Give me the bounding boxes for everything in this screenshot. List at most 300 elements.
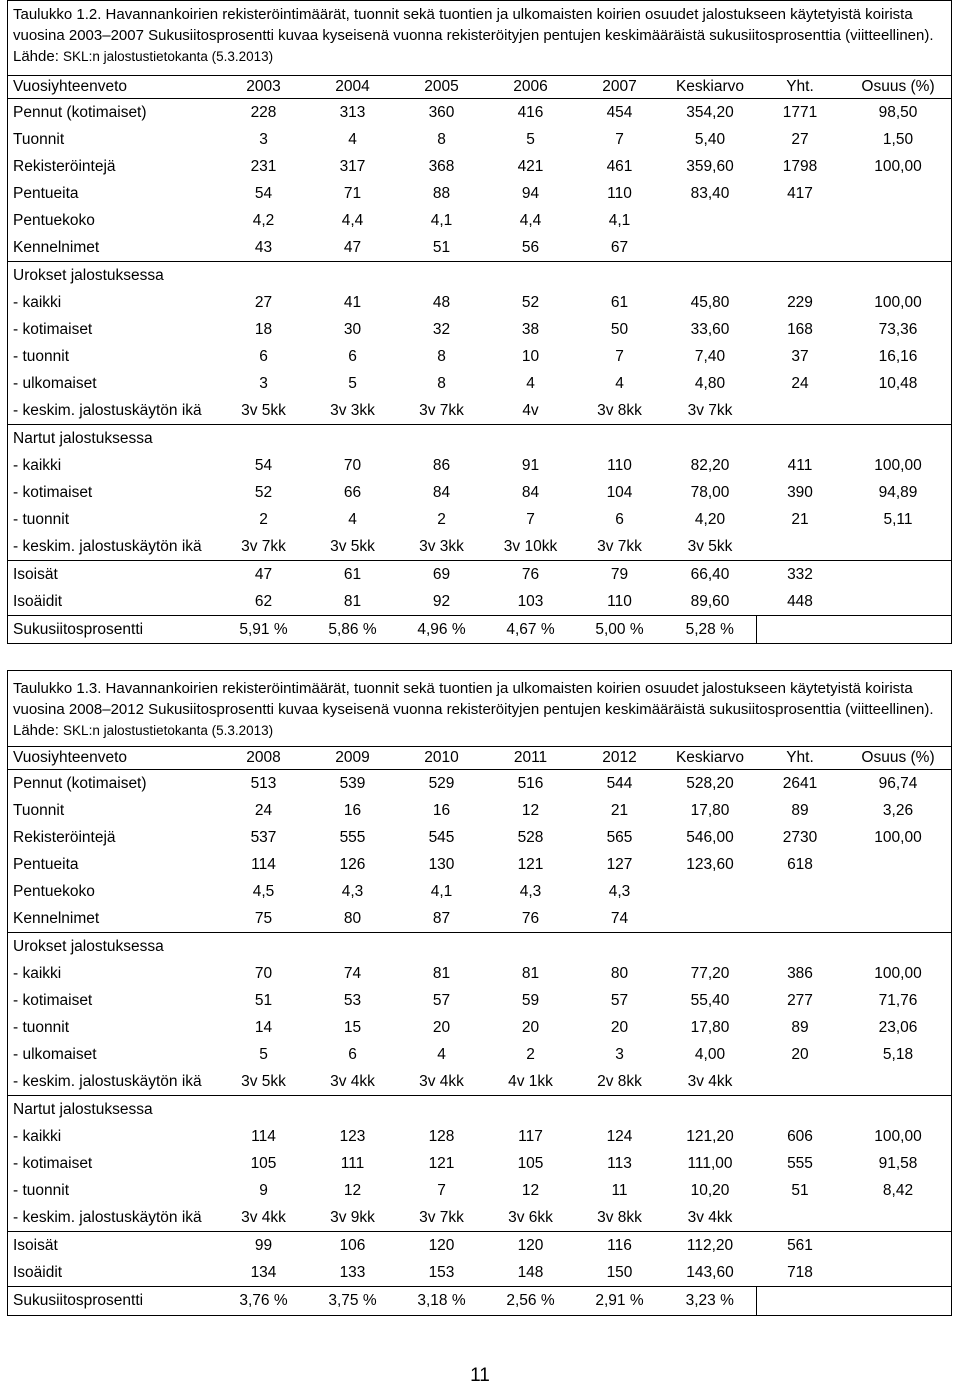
cell-value: 360 — [428, 103, 455, 121]
cell-value: 516 — [517, 774, 544, 792]
cell-value: 513 — [250, 774, 277, 792]
cell-total: 1771 — [782, 103, 818, 121]
cell-value: 3v 3kk — [419, 537, 464, 555]
cell-value: 3 — [259, 130, 268, 148]
cell-total: 386 — [787, 964, 813, 982]
table-row — [7, 960, 952, 987]
table-row — [7, 851, 952, 878]
cell-value: 59 — [521, 991, 540, 1009]
cell-value: 81 — [521, 964, 540, 982]
page-number: 11 — [470, 1365, 490, 1386]
cell-share — [844, 851, 952, 878]
cell-value: 71 — [343, 184, 362, 202]
cell-share: 5,18 — [882, 1045, 914, 1063]
cell-share: 23,06 — [878, 1018, 918, 1036]
table1-caption-text: Taulukko 1.2. Havannankoirien rekisteröintimäärät, tuonnit sekä tuontien ja ulkomaisten koirien osuudet jalostukseen käytetyistä koirista vuosina 2003–2007 Sukusiitosprosentti kuvaa kyseisenä vuonna rekisteröityjen pentujen keskimääräistä sukusiitosprosenttia (viitteellinen). Lähde: — [13, 6, 934, 65]
table-row — [7, 99, 952, 127]
cell-average: 17,80 — [690, 1018, 730, 1036]
cell-value: 4,2 — [252, 211, 275, 229]
row-label: Sukusiitosprosentti — [7, 616, 219, 645]
cell-value: 133 — [339, 1263, 366, 1281]
table-row — [7, 588, 952, 616]
cell-value: 41 — [343, 293, 362, 311]
cell-value: 4 — [437, 1045, 446, 1063]
section-row — [7, 933, 952, 961]
cell-value: 106 — [308, 1232, 397, 1260]
cell-value: 20 — [610, 1018, 629, 1036]
cell-total — [756, 1287, 844, 1316]
cell-value: 16 — [343, 801, 362, 819]
cell-value: 4,96 % — [397, 616, 486, 645]
cell-value: 105 — [517, 1154, 544, 1172]
section-label: Nartut jalostuksessa — [7, 1096, 952, 1124]
cell-value: 4 — [526, 374, 535, 392]
cell-average: 89,60 — [690, 592, 730, 610]
cell-value: 86 — [432, 456, 451, 474]
row-label: - kaikki — [13, 293, 62, 311]
cell-share — [844, 878, 952, 905]
header-year: 2009 — [308, 747, 397, 770]
row-label: - kaikki — [13, 456, 62, 474]
cell-value: 91 — [521, 456, 540, 474]
table-row — [7, 770, 952, 798]
cell-average: 546,00 — [686, 828, 734, 846]
cell-average: 123,60 — [686, 855, 734, 873]
cell-value: 6 — [348, 347, 357, 365]
header-cell: Osuus (%) — [844, 76, 952, 99]
header-cell: Keskiarvo — [664, 747, 756, 770]
cell-value: 61 — [308, 561, 397, 589]
table2-caption — [13, 678, 948, 741]
table-row — [7, 506, 952, 533]
cell-value: 3,76 % — [219, 1287, 308, 1316]
cell-value: 53 — [343, 991, 362, 1009]
cell-total — [756, 905, 844, 933]
cell-value: 57 — [610, 991, 629, 1009]
table-row — [7, 1041, 952, 1068]
table-row — [7, 479, 952, 506]
cell-total — [756, 1068, 844, 1096]
cell-average: 3v 4kk — [687, 1072, 733, 1090]
table1-caption-source: SKL:n jalostustietokanta (5.3.2013) — [63, 49, 274, 64]
cell-value: 20 — [432, 1018, 451, 1036]
table2 — [7, 746, 952, 1315]
cell-share — [844, 397, 952, 425]
cell-average: 5,28 % — [664, 616, 756, 645]
cell-share: 98,50 — [878, 103, 918, 121]
table-row — [7, 1204, 952, 1232]
cell-value: 134 — [250, 1263, 277, 1281]
cell-value: 27 — [254, 293, 273, 311]
cell-value: 3v 7kk — [419, 401, 464, 419]
cell-value: 2 — [259, 510, 268, 528]
cell-share: 100,00 — [874, 964, 922, 982]
cell-average: 78,00 — [690, 483, 730, 501]
cell-value: 51 — [254, 991, 273, 1009]
cell-share: 16,16 — [878, 347, 918, 365]
header-cell: Yht. — [756, 747, 844, 770]
cell-value: 3v 5kk — [241, 401, 286, 419]
header-row — [7, 76, 952, 99]
cell-value: 3,18 % — [397, 1287, 486, 1316]
cell-value: 12 — [343, 1181, 362, 1199]
cell-value: 565 — [606, 828, 633, 846]
cell-value: 3v 3kk — [330, 401, 375, 419]
cell-total: 51 — [791, 1181, 809, 1199]
cell-average: 7,40 — [694, 347, 726, 365]
cell-value: 7 — [437, 1181, 446, 1199]
cell-value: 103 — [517, 592, 544, 610]
cell-value: 317 — [339, 157, 366, 175]
header-year: 2008 — [219, 747, 308, 770]
cell-total: 89 — [791, 1018, 809, 1036]
cell-value: 6 — [615, 510, 624, 528]
cell-total: 89 — [791, 801, 809, 819]
cell-value: 4,67 % — [486, 616, 575, 645]
cell-value: 75 — [254, 909, 273, 927]
row-label: Isoisät — [7, 1232, 219, 1260]
row-label: - keskim. jalostuskäytön ikä — [13, 537, 202, 555]
cell-value: 76 — [521, 909, 540, 927]
table2-caption-text: Taulukko 1.3. Havannankoirien rekisteröintimäärät, tuonnit sekä tuontien ja ulkomaisten koirien osuudet jalostukseen käytetyistä koirista vuosina 2008–2012 Sukusiitosprosentti kuvaa kyseisenä vuonna rekisteröityjen pentujen keskimääräistä sukusiitosprosenttia (viitteellinen). Lähde: — [13, 680, 934, 739]
cell-value: 84 — [432, 483, 451, 501]
cell-value: 4v — [522, 401, 539, 419]
row-label: - kaikki — [13, 1127, 62, 1145]
cell-average: 3v 4kk — [687, 1208, 733, 1226]
cell-value: 461 — [606, 157, 633, 175]
cell-value: 368 — [428, 157, 455, 175]
cell-total — [756, 878, 844, 905]
header-year: 2004 — [308, 76, 397, 99]
cell-value: 99 — [219, 1232, 308, 1260]
cell-share: 96,74 — [878, 774, 918, 792]
row-label: Isoäidit — [13, 592, 63, 610]
cell-value: 3v 7kk — [419, 1208, 464, 1226]
cell-value: 32 — [432, 320, 451, 338]
cell-average: 354,20 — [686, 103, 734, 121]
row-label: - keskim. jalostuskäytön ikä — [13, 1208, 202, 1226]
cell-value: 2 — [437, 510, 446, 528]
cell-value: 4,1 — [608, 211, 631, 229]
cell-total: 2641 — [782, 774, 818, 792]
cell-value: 416 — [517, 103, 544, 121]
cell-average: 5,40 — [694, 130, 726, 148]
cell-value: 81 — [432, 964, 451, 982]
cell-value: 111 — [340, 1154, 365, 1172]
cell-value: 84 — [521, 483, 540, 501]
header-cell: Yht. — [756, 76, 844, 99]
cell-total: 411 — [787, 456, 813, 474]
row-label: - keskim. jalostuskäytön ikä — [13, 1072, 202, 1090]
header-cell: Keskiarvo — [664, 76, 756, 99]
cell-value: 114 — [251, 1127, 276, 1145]
header-year: 2012 — [575, 747, 664, 770]
cell-value: 87 — [432, 909, 451, 927]
table-row — [7, 370, 952, 397]
cell-value: 52 — [254, 483, 273, 501]
cell-value: 94 — [521, 184, 540, 202]
cell-value: 228 — [250, 103, 277, 121]
cell-value: 2,91 % — [575, 1287, 664, 1316]
cell-value: 114 — [251, 855, 276, 873]
cell-value: 3 — [259, 374, 268, 392]
cell-value: 8 — [437, 347, 446, 365]
cell-average: 77,20 — [690, 964, 730, 982]
row-label: - kotimaiset — [13, 991, 93, 1009]
cell-share — [844, 533, 952, 561]
row-label: - tuonnit — [13, 510, 70, 528]
row-label: - tuonnit — [13, 347, 70, 365]
row-label: Pentueita — [13, 184, 79, 202]
cell-average: 4,00 — [694, 1045, 726, 1063]
cell-share: 10,48 — [878, 374, 918, 392]
cell-value: 3v 9kk — [330, 1208, 375, 1226]
cell-average: 111,00 — [687, 1154, 733, 1172]
cell-total: 27 — [791, 130, 809, 148]
row-label: - tuonnit — [13, 1018, 70, 1036]
table-row — [7, 1150, 952, 1177]
table-row — [7, 153, 952, 180]
table-row — [7, 343, 952, 370]
cell-value: 4,4 — [341, 211, 364, 229]
cell-value: 92 — [432, 592, 451, 610]
row-label: Rekisteröintejä — [13, 157, 116, 175]
cell-total — [756, 234, 844, 262]
cell-value: 47 — [343, 238, 362, 256]
table-row — [7, 1259, 952, 1287]
cell-value: 545 — [428, 828, 455, 846]
cell-value: 153 — [428, 1263, 455, 1281]
cell-share — [844, 234, 952, 262]
cell-total: 20 — [791, 1045, 809, 1063]
header-cell: Vuosiyhteenveto — [7, 747, 219, 770]
cell-value: 15 — [343, 1018, 362, 1036]
cell-value: 150 — [606, 1263, 633, 1281]
cell-average: 10,20 — [690, 1181, 730, 1199]
table-row — [7, 561, 952, 589]
cell-value: 544 — [606, 774, 633, 792]
row-label: Tuonnit — [13, 130, 65, 148]
cell-share: 8,42 — [882, 1181, 914, 1199]
row-label: Pentuekoko — [13, 211, 95, 229]
cell-value: 5,91 % — [219, 616, 308, 645]
table-row — [7, 1232, 952, 1260]
cell-value: 47 — [219, 561, 308, 589]
cell-total: 332 — [756, 561, 844, 589]
cell-share — [844, 1204, 952, 1232]
cell-value: 121 — [517, 855, 544, 873]
cell-share: 3,26 — [882, 801, 914, 819]
cell-value: 3v 6kk — [508, 1208, 553, 1226]
cell-value: 421 — [517, 157, 544, 175]
cell-share — [844, 207, 952, 234]
cell-value: 4 — [615, 374, 624, 392]
cell-value: 12 — [521, 801, 540, 819]
cell-average: 359,60 — [686, 157, 734, 175]
cell-value: 104 — [606, 483, 633, 501]
cell-value: 67 — [610, 238, 629, 256]
cell-value: 4,3 — [608, 882, 631, 900]
table-row — [7, 1123, 952, 1150]
cell-share — [844, 561, 952, 589]
cell-value: 2,56 % — [486, 1287, 575, 1316]
cell-average: 4,20 — [694, 510, 726, 528]
cell-value: 113 — [607, 1154, 632, 1172]
cell-average: 3v 5kk — [687, 537, 733, 555]
cell-value: 18 — [254, 320, 273, 338]
cell-value: 2 — [526, 1045, 535, 1063]
row-label: Kennelnimet — [13, 909, 100, 927]
cell-value: 48 — [432, 293, 451, 311]
cell-share: 100,00 — [874, 1127, 922, 1145]
row-label: - kotimaiset — [13, 320, 93, 338]
section-row — [7, 425, 952, 453]
row-label: - kotimaiset — [13, 483, 93, 501]
cell-average: 17,80 — [690, 801, 730, 819]
row-label: - ulkomaiset — [13, 1045, 97, 1063]
cell-average: 121,20 — [686, 1127, 734, 1145]
cell-share: 91,58 — [878, 1154, 918, 1172]
cell-total: 390 — [787, 483, 813, 501]
row-label: - kaikki — [13, 964, 62, 982]
cell-average: 83,40 — [690, 184, 730, 202]
cell-value: 5 — [259, 1045, 268, 1063]
cell-total — [756, 397, 844, 425]
cell-total: 561 — [756, 1232, 844, 1260]
cell-value: 57 — [432, 991, 451, 1009]
table-row — [7, 616, 952, 645]
cell-share — [844, 905, 952, 933]
cell-value: 3v 8kk — [597, 1208, 642, 1226]
cell-share: 100,00 — [874, 293, 922, 311]
cell-value: 121 — [428, 1154, 455, 1172]
row-label: Sukusiitosprosentti — [7, 1287, 219, 1316]
cell-value: 24 — [254, 801, 273, 819]
cell-value: 7 — [615, 130, 624, 148]
cell-total: 606 — [787, 1127, 813, 1145]
cell-share — [844, 1287, 952, 1316]
cell-value: 4 — [348, 510, 357, 528]
cell-total: 168 — [787, 320, 813, 338]
cell-share: 100,00 — [874, 157, 922, 175]
cell-value: 80 — [343, 909, 362, 927]
cell-value: 123 — [339, 1127, 366, 1145]
cell-average: 112,20 — [664, 1232, 756, 1260]
cell-share — [844, 1068, 952, 1096]
cell-value: 12 — [521, 1181, 540, 1199]
cell-value: 16 — [432, 801, 451, 819]
table-row — [7, 397, 952, 425]
cell-value: 555 — [339, 828, 366, 846]
cell-value: 5 — [348, 374, 357, 392]
cell-value: 11 — [611, 1181, 628, 1199]
cell-average — [664, 207, 756, 234]
cell-total — [756, 533, 844, 561]
table-row — [7, 797, 952, 824]
table1 — [7, 75, 952, 644]
cell-value: 116 — [575, 1232, 664, 1260]
cell-value: 74 — [610, 909, 629, 927]
cell-value: 54 — [254, 456, 273, 474]
cell-value: 88 — [432, 184, 451, 202]
cell-value: 110 — [607, 184, 632, 202]
cell-share: 1,50 — [882, 130, 914, 148]
cell-value: 4v 1kk — [508, 1072, 553, 1090]
header-year: 2006 — [486, 76, 575, 99]
cell-value: 54 — [254, 184, 273, 202]
cell-value: 148 — [517, 1263, 544, 1281]
table-row — [7, 1068, 952, 1096]
cell-share — [844, 1259, 952, 1287]
cell-value: 70 — [254, 964, 273, 982]
cell-share: 73,36 — [878, 320, 918, 338]
cell-total: 21 — [791, 510, 809, 528]
row-label: Tuonnit — [13, 801, 65, 819]
header-year: 2010 — [397, 747, 486, 770]
cell-total: 718 — [787, 1263, 813, 1281]
cell-value: 79 — [575, 561, 664, 589]
cell-value: 105 — [250, 1154, 277, 1172]
row-label: - kotimaiset — [13, 1154, 93, 1172]
cell-share — [844, 1232, 952, 1260]
cell-value: 539 — [339, 774, 366, 792]
table-row — [7, 289, 952, 316]
cell-average: 66,40 — [664, 561, 756, 589]
cell-share: 100,00 — [874, 456, 922, 474]
cell-value: 124 — [606, 1127, 633, 1145]
cell-average: 143,60 — [686, 1263, 734, 1281]
cell-total: 2730 — [782, 828, 818, 846]
cell-total: 417 — [787, 184, 813, 202]
cell-value: 3v 4kk — [241, 1208, 286, 1226]
cell-value: 3v 7kk — [597, 537, 642, 555]
cell-value: 7 — [526, 510, 535, 528]
table-row — [7, 1177, 952, 1204]
cell-average: 55,40 — [690, 991, 730, 1009]
cell-total — [756, 207, 844, 234]
header-year: 2003 — [219, 76, 308, 99]
cell-total: 618 — [787, 855, 813, 873]
cell-value: 56 — [521, 238, 540, 256]
header-row — [7, 747, 952, 770]
table-row — [7, 180, 952, 207]
cell-value: 5,86 % — [308, 616, 397, 645]
cell-total — [756, 1204, 844, 1232]
header-cell: Vuosiyhteenveto — [7, 76, 219, 99]
table-row — [7, 905, 952, 933]
cell-share — [844, 588, 952, 616]
row-label: Pennut (kotimaiset) — [13, 774, 147, 792]
cell-average: 3,23 % — [664, 1287, 756, 1316]
cell-value: 5,00 % — [575, 616, 664, 645]
cell-value: 52 — [521, 293, 540, 311]
cell-value: 66 — [343, 483, 362, 501]
cell-total: 448 — [787, 592, 813, 610]
cell-average — [664, 234, 756, 262]
row-label: Pentueita — [13, 855, 79, 873]
cell-value: 51 — [432, 238, 451, 256]
table-row — [7, 824, 952, 851]
cell-value: 8 — [437, 130, 446, 148]
cell-value: 3v 5kk — [330, 537, 375, 555]
cell-value: 6 — [348, 1045, 357, 1063]
cell-value: 3v 5kk — [241, 1072, 286, 1090]
cell-value: 80 — [610, 964, 629, 982]
table-row — [7, 234, 952, 262]
cell-value: 128 — [428, 1127, 455, 1145]
cell-total: 277 — [787, 991, 813, 1009]
section-label: Nartut jalostuksessa — [7, 425, 952, 453]
